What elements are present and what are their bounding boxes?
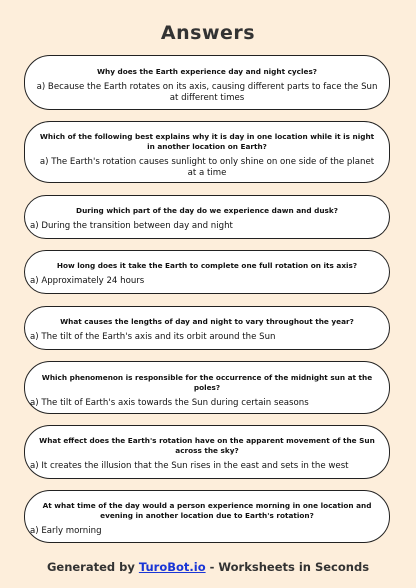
answer-card: [24, 361, 390, 414]
answer-text: a) Because the Earth rotates on its axis, causing different parts to face the Sun at different times: [36, 82, 378, 103]
footer-prefix: Generated by: [46, 560, 139, 574]
answer-text: a) It creates the illusion that the Sun rises in the east and sets in the west: [30, 461, 349, 471]
answer-text: a) During the transition between day and night: [30, 221, 233, 231]
question-text: Why does the Earth experience day and night cycles?: [96, 67, 318, 76]
footer-suffix: - Worksheets in Seconds: [205, 560, 370, 574]
answer-card: [24, 425, 390, 479]
question-text: What effect does the Earth's rotation have on the apparent movement of the Sun across the sky?: [39, 436, 375, 455]
answer-text: a) Early morning: [30, 526, 102, 536]
answer-text: a) The tilt of the Earth's axis and its orbit around the Sun: [30, 332, 276, 342]
answer-text: a) Approximately 24 hours: [30, 276, 145, 286]
answer-card: [24, 490, 390, 543]
page-title: Answers: [160, 22, 256, 44]
answer-card: [24, 306, 390, 350]
question-text: During which part of the day do we experience dawn and dusk?: [76, 206, 338, 215]
answer-card: [24, 55, 390, 110]
answer-card: [24, 121, 390, 183]
question-text: Which of the following best explains why it is day in one location while it is night in another location on Earth?: [39, 132, 375, 151]
question-text: At what time of the day would a person experience morning in one location and evening in another location due to Earth's rotation?: [42, 501, 372, 520]
question-text: Which phenomenon is responsible for the occurrence of the midnight sun at the poles?: [41, 373, 373, 392]
answer-text: a) The Earth's rotation causes sunlight to only shine on one side of the planet at a time: [39, 157, 375, 178]
question-text: How long does it take the Earth to complete one full rotation on its axis?: [56, 261, 358, 270]
answer-card: [24, 250, 390, 294]
answer-text: a) The tilt of Earth's axis towards the Sun during certain seasons: [30, 398, 309, 408]
footer: [0, 560, 416, 574]
turobot-link[interactable]: TuroBot.io: [138, 560, 206, 574]
question-text: What causes the lengths of day and night to vary throughout the year?: [60, 317, 354, 326]
answer-card: [24, 195, 390, 239]
